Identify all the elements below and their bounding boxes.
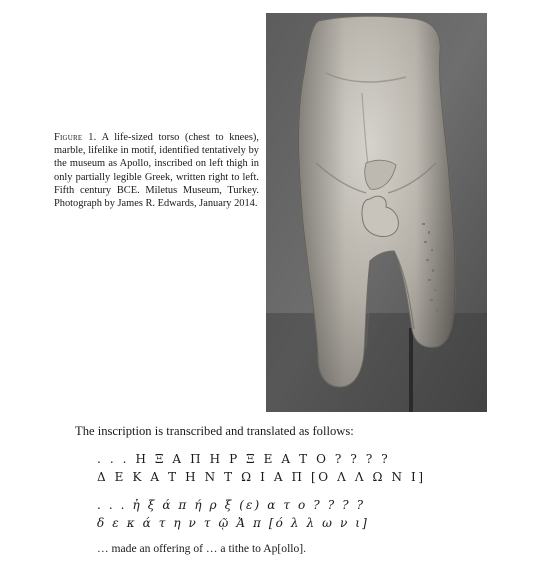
greek-uppercase-line-2: Δ Ε Κ Α Τ Η Ν Τ Ω Ι Α Π [Ο Λ Λ Ω Ν Ι] xyxy=(97,470,426,484)
translation-text: … made an offering of … a tithe to Ap[ollo]. xyxy=(97,542,307,555)
greek-lowercase-line-2: δ ε κ ά τ η ν τ ῷ Ἀ π [ό λ λ ω ν ι] xyxy=(97,516,369,530)
torso-photograph xyxy=(266,13,487,412)
figure-caption-text: A life-sized torso (chest to knees), marble, lifelike in motif, identified tentatively by the museum as Apollo, inscribed on left thigh in only partially legible Greek, written right to left. Fifth century BCE. Miletus Museum, Turkey. Photograph by James R. Edwards, January 2014. xyxy=(54,132,259,210)
figure-caption xyxy=(54,131,259,210)
intro-text: The inscription is transcribed and translated as follows: xyxy=(75,424,354,438)
figure-label: Figure 1. xyxy=(54,132,97,143)
greek-lowercase-line-1: . . . ἠ ξ ά π ή ρ ξ (ε) α τ ο ? ? ? ? xyxy=(97,498,366,512)
greek-uppercase-line-1: . . . Η Ξ Α Π Η Ρ Ξ Ε Α Τ Ο ? ? ? ? xyxy=(97,452,391,466)
